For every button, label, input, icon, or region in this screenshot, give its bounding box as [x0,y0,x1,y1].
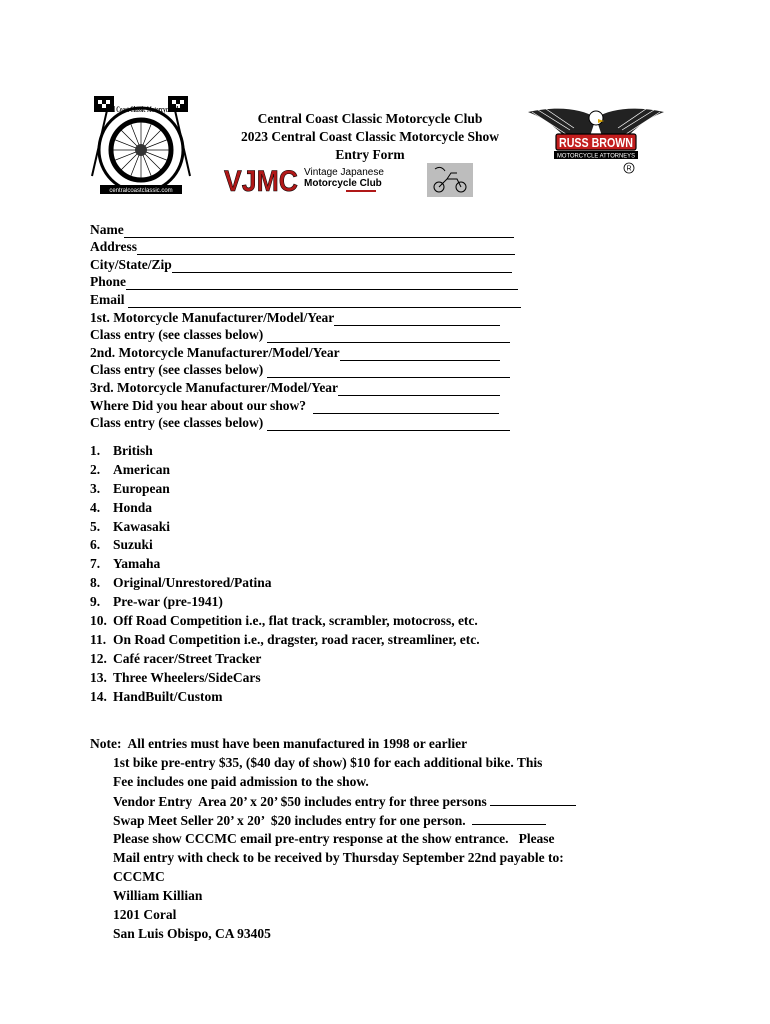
vendor-entry-text: Vendor Entry Area 20’ x 20’ $50 includes entry for three persons [113,794,491,809]
fee-line-2: Fee includes one paid admission to the show. [113,774,369,789]
field-line[interactable] [313,400,499,414]
list-item [90,537,480,556]
item-number: 14. [90,688,107,704]
svg-text:R: R [626,165,632,173]
field-label: Where Did you hear about our show? [90,397,313,413]
vjmc-logo [222,162,382,196]
vjmc-subtitle-1: Vintage Japanese [304,167,384,178]
item-label: Three Wheelers/SideCars [113,669,261,685]
class-entry-2-field[interactable] [90,361,550,379]
field-line[interactable] [267,417,510,431]
address-field[interactable] [90,238,550,256]
vjmc-text: VJMC [224,165,298,198]
list-item [90,594,480,613]
list-item [90,651,480,670]
vjmc-subtitle-2: Motorcycle Club [304,178,382,189]
list-item [90,556,480,575]
swap-meet-text: Swap Meet Seller 20’ x 20’ $20 includes entry for one person. [113,813,473,828]
vendor-entry-line [90,793,650,812]
pre-entry-line-2: Mail entry with check to be received by Thursday September 22nd payable to: [113,850,564,865]
field-label: 1st. Motorcycle Manufacturer/Model/Year [90,309,335,325]
field-label: Class entry (see classes below) [90,327,267,343]
list-item [90,519,480,538]
item-number: 2. [90,461,101,477]
field-label: Email [90,291,128,307]
field-label: Name [90,221,124,237]
item-number: 5. [90,518,101,534]
list-item [90,613,480,632]
club-name: Central Coast Classic Motorcycle Club [257,111,483,126]
field-line[interactable] [334,312,500,326]
russ-brown-subtitle: MOTORCYCLE ATTORNEYS [557,153,635,160]
item-label: Pre-war (pre-1941) [113,594,223,610]
motorcycle-sponsor-logo [427,163,473,197]
class-entry-3-field[interactable] [90,414,550,432]
fee-line-1: 1st bike pre-entry $35, ($40 day of show) $10 for each additional bike. This [113,755,543,770]
item-label: Café racer/Street Tracker [113,650,262,666]
list-item [90,443,480,462]
item-label: Suzuki [113,537,153,553]
email-field[interactable] [90,290,550,308]
item-number: 3. [90,480,101,496]
list-item [90,632,480,651]
item-number: 9. [90,594,101,610]
item-label: Yamaha [113,556,161,572]
motorcycle-1-field[interactable] [90,308,550,326]
russ-brown-name: RUSS BROWN [559,135,633,150]
item-label: British [113,443,153,458]
club-ring-text: Central Coast Classic Motorcycle Club [98,105,185,114]
swap-meet-line [90,812,650,831]
item-number: 7. [90,556,101,572]
form-name: Entry Form [335,147,405,162]
club-url-text: centralcoastclassic.com [109,188,173,194]
item-number: 11. [90,631,107,647]
phone-field[interactable] [90,273,550,291]
field-line[interactable] [172,259,512,273]
mail-city: San Luis Obispo, CA 93405 [113,926,271,941]
swap-meet-blank[interactable] [472,812,546,825]
item-label: European [113,480,170,496]
list-item [90,481,480,500]
city-state-zip-field[interactable] [90,255,550,273]
field-line[interactable] [137,241,515,255]
vendor-entry-blank[interactable] [490,793,576,806]
list-item [90,670,480,689]
item-number: 10. [90,613,107,629]
field-label: Phone [90,274,127,290]
field-line[interactable] [338,382,500,396]
mail-street: 1201 Coral [113,907,177,922]
list-item [90,689,480,708]
motorcycle-2-field[interactable] [90,343,550,361]
page-title [200,110,540,164]
name-field[interactable] [90,220,550,238]
russ-brown-logo [526,104,666,176]
motorcycle-3-field[interactable] [90,378,550,396]
club-logo [86,92,196,202]
item-number: 1. [90,443,101,458]
pre-entry-line-1: Please show CCCMC email pre-entry response at the show entrance. Please [113,831,555,846]
classes-list [90,443,480,707]
mail-name: William Killian [113,888,203,903]
item-label: Original/Unrestored/Patina [113,575,272,591]
item-label: On Road Competition i.e., dragster, road racer, streamliner, etc. [113,631,480,647]
entry-form [90,220,550,431]
field-label: 3rd. Motorcycle Manufacturer/Model/Year [90,379,339,395]
list-item [90,500,480,519]
item-number: 13. [90,669,107,685]
list-item [90,575,480,594]
item-number: 4. [90,499,101,515]
class-entry-1-field[interactable] [90,326,550,344]
item-label: HandBuilt/Custom [113,688,223,704]
field-label: 2nd. Motorcycle Manufacturer/Model/Year [90,344,340,360]
item-number: 6. [90,537,101,553]
field-line[interactable] [267,364,510,378]
item-number: 12. [90,650,107,666]
show-name: 2023 Central Coast Classic Motorcycle Show [240,129,500,144]
item-label: American [113,461,170,477]
item-label: Off Road Competition i.e., flat track, scrambler, motocross, etc. [113,613,478,629]
payee: CCCMC [113,869,165,884]
field-label: Class entry (see classes below) [90,362,267,378]
field-label: City/State/Zip [90,256,172,272]
list-item [90,462,480,481]
field-line[interactable] [126,276,518,290]
field-label: Address [90,239,138,255]
field-line[interactable] [124,224,514,238]
notes-section [90,736,650,945]
field-line[interactable] [340,347,500,361]
field-line[interactable] [128,294,521,308]
item-number: 8. [90,575,101,591]
item-label: Kawasaki [113,518,171,534]
item-label: Honda [113,499,153,515]
field-line[interactable] [267,329,510,343]
hear-about-field[interactable] [90,396,550,414]
field-label: Class entry (see classes below) [90,415,267,431]
note-manufacture-year: Note: All entries must have been manufactured in 1998 or earlier [90,736,468,751]
